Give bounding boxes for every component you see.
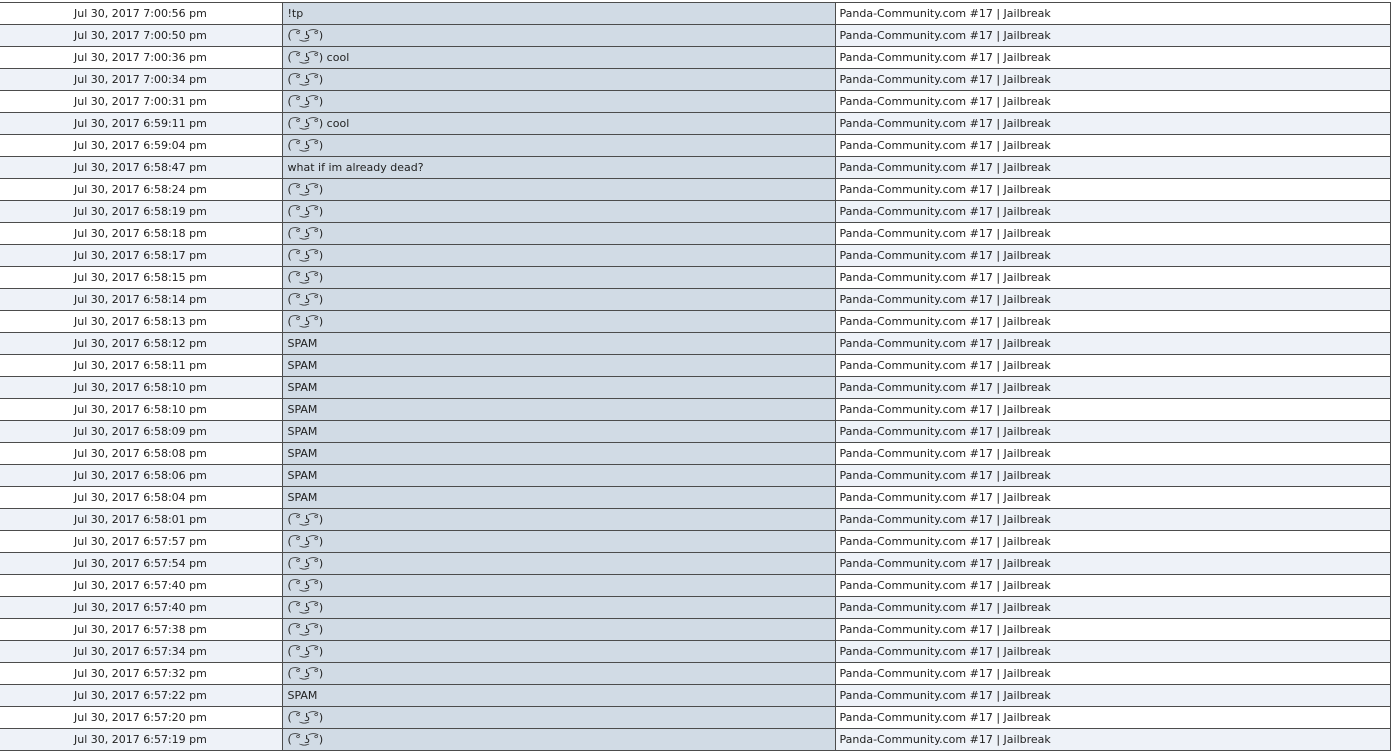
message-cell: SPAM xyxy=(282,421,835,443)
timestamp-cell: Jul 30, 2017 6:57:22 pm xyxy=(0,685,282,707)
chat-log-row xyxy=(0,663,1390,685)
server-name-cell: Panda-Community.com #17 | Jailbreak xyxy=(835,465,1390,487)
server-name-cell: Panda-Community.com #17 | Jailbreak xyxy=(835,355,1390,377)
message-cell: ( ͡° ͜ʖ ͡°) xyxy=(282,245,835,267)
chat-log-row xyxy=(0,25,1390,47)
timestamp-cell: Jul 30, 2017 6:57:20 pm xyxy=(0,707,282,729)
chat-log-row xyxy=(0,377,1390,399)
timestamp-cell: Jul 30, 2017 6:59:04 pm xyxy=(0,135,282,157)
message-cell: SPAM xyxy=(282,377,835,399)
server-name-cell: Panda-Community.com #17 | Jailbreak xyxy=(835,377,1390,399)
timestamp-cell: Jul 30, 2017 6:58:13 pm xyxy=(0,311,282,333)
chat-log-row xyxy=(0,179,1390,201)
message-cell: ( ͡° ͜ʖ ͡°) xyxy=(282,707,835,729)
server-name-cell: Panda-Community.com #17 | Jailbreak xyxy=(835,25,1390,47)
timestamp-cell: Jul 30, 2017 6:58:10 pm xyxy=(0,399,282,421)
message-cell: ( ͡° ͜ʖ ͡°) xyxy=(282,531,835,553)
chat-log-row xyxy=(0,245,1390,267)
message-cell: SPAM xyxy=(282,355,835,377)
timestamp-cell: Jul 30, 2017 6:58:09 pm xyxy=(0,421,282,443)
server-name-cell: Panda-Community.com #17 | Jailbreak xyxy=(835,91,1390,113)
message-cell: ( ͡° ͜ʖ ͡°) xyxy=(282,223,835,245)
timestamp-cell: Jul 30, 2017 6:58:14 pm xyxy=(0,289,282,311)
timestamp-cell: Jul 30, 2017 6:58:18 pm xyxy=(0,223,282,245)
chat-log-row xyxy=(0,201,1390,223)
chat-log-row xyxy=(0,509,1390,531)
server-name-cell: Panda-Community.com #17 | Jailbreak xyxy=(835,245,1390,267)
chat-log-row xyxy=(0,399,1390,421)
chat-log-row xyxy=(0,157,1390,179)
chat-log-row xyxy=(0,641,1390,663)
server-name-cell: Panda-Community.com #17 | Jailbreak xyxy=(835,289,1390,311)
chat-log-row xyxy=(0,575,1390,597)
server-name-cell: Panda-Community.com #17 | Jailbreak xyxy=(835,201,1390,223)
chat-log-row xyxy=(0,553,1390,575)
server-name-cell: Panda-Community.com #17 | Jailbreak xyxy=(835,685,1390,707)
server-name-cell: Panda-Community.com #17 | Jailbreak xyxy=(835,113,1390,135)
server-name-cell: Panda-Community.com #17 | Jailbreak xyxy=(835,223,1390,245)
timestamp-cell: Jul 30, 2017 6:58:12 pm xyxy=(0,333,282,355)
message-cell: ( ͡° ͜ʖ ͡°) xyxy=(282,553,835,575)
chat-log-row xyxy=(0,465,1390,487)
message-cell: ( ͡° ͜ʖ ͡°) xyxy=(282,25,835,47)
server-name-cell: Panda-Community.com #17 | Jailbreak xyxy=(835,179,1390,201)
message-cell: ( ͡° ͜ʖ ͡°) xyxy=(282,575,835,597)
timestamp-cell: Jul 30, 2017 6:58:06 pm xyxy=(0,465,282,487)
timestamp-cell: Jul 30, 2017 6:57:54 pm xyxy=(0,553,282,575)
message-cell: ( ͡° ͜ʖ ͡°) cool xyxy=(282,47,835,69)
timestamp-cell: Jul 30, 2017 6:58:47 pm xyxy=(0,157,282,179)
message-cell: SPAM xyxy=(282,685,835,707)
message-cell: SPAM xyxy=(282,465,835,487)
message-cell: ( ͡° ͜ʖ ͡°) xyxy=(282,135,835,157)
timestamp-cell: Jul 30, 2017 6:58:01 pm xyxy=(0,509,282,531)
chat-log-row xyxy=(0,685,1390,707)
message-cell: ( ͡° ͜ʖ ͡°) xyxy=(282,509,835,531)
server-name-cell: Panda-Community.com #17 | Jailbreak xyxy=(835,311,1390,333)
chat-log-row xyxy=(0,487,1390,509)
server-name-cell: Panda-Community.com #17 | Jailbreak xyxy=(835,157,1390,179)
chat-log-row xyxy=(0,619,1390,641)
server-name-cell: Panda-Community.com #17 | Jailbreak xyxy=(835,553,1390,575)
timestamp-cell: Jul 30, 2017 6:58:11 pm xyxy=(0,355,282,377)
chat-log-body xyxy=(0,3,1390,751)
timestamp-cell: Jul 30, 2017 7:00:36 pm xyxy=(0,47,282,69)
server-name-cell: Panda-Community.com #17 | Jailbreak xyxy=(835,729,1390,751)
timestamp-cell: Jul 30, 2017 6:57:38 pm xyxy=(0,619,282,641)
message-cell: ( ͡° ͜ʖ ͡°) xyxy=(282,201,835,223)
timestamp-cell: Jul 30, 2017 6:58:19 pm xyxy=(0,201,282,223)
server-name-cell: Panda-Community.com #17 | Jailbreak xyxy=(835,509,1390,531)
server-name-cell: Panda-Community.com #17 | Jailbreak xyxy=(835,421,1390,443)
server-name-cell: Panda-Community.com #17 | Jailbreak xyxy=(835,619,1390,641)
message-cell: ( ͡° ͜ʖ ͡°) xyxy=(282,641,835,663)
server-name-cell: Panda-Community.com #17 | Jailbreak xyxy=(835,3,1390,25)
server-name-cell: Panda-Community.com #17 | Jailbreak xyxy=(835,47,1390,69)
server-name-cell: Panda-Community.com #17 | Jailbreak xyxy=(835,399,1390,421)
server-name-cell: Panda-Community.com #17 | Jailbreak xyxy=(835,597,1390,619)
chat-log-row xyxy=(0,597,1390,619)
message-cell: what if im already dead? xyxy=(282,157,835,179)
chat-log-row xyxy=(0,311,1390,333)
message-cell: ( ͡° ͜ʖ ͡°) xyxy=(282,267,835,289)
timestamp-cell: Jul 30, 2017 6:58:24 pm xyxy=(0,179,282,201)
message-cell: SPAM xyxy=(282,487,835,509)
chat-log-row xyxy=(0,113,1390,135)
chat-log-row xyxy=(0,333,1390,355)
message-cell: ( ͡° ͜ʖ ͡°) xyxy=(282,619,835,641)
chat-log-row xyxy=(0,531,1390,553)
chat-log-row xyxy=(0,707,1390,729)
message-cell: ( ͡° ͜ʖ ͡°) xyxy=(282,729,835,751)
message-cell: SPAM xyxy=(282,399,835,421)
server-name-cell: Panda-Community.com #17 | Jailbreak xyxy=(835,707,1390,729)
server-name-cell: Panda-Community.com #17 | Jailbreak xyxy=(835,333,1390,355)
timestamp-cell: Jul 30, 2017 6:58:10 pm xyxy=(0,377,282,399)
chat-log-row xyxy=(0,421,1390,443)
server-name-cell: Panda-Community.com #17 | Jailbreak xyxy=(835,487,1390,509)
chat-log-table xyxy=(0,2,1391,751)
timestamp-cell: Jul 30, 2017 7:00:56 pm xyxy=(0,3,282,25)
chat-log-row xyxy=(0,355,1390,377)
timestamp-cell: Jul 30, 2017 6:58:08 pm xyxy=(0,443,282,465)
chat-log-row xyxy=(0,289,1390,311)
message-cell: ( ͡° ͜ʖ ͡°) xyxy=(282,597,835,619)
timestamp-cell: Jul 30, 2017 6:57:40 pm xyxy=(0,597,282,619)
timestamp-cell: Jul 30, 2017 6:57:19 pm xyxy=(0,729,282,751)
chat-log-row xyxy=(0,69,1390,91)
chat-log-row xyxy=(0,267,1390,289)
chat-log-row xyxy=(0,47,1390,69)
message-cell: ( ͡° ͜ʖ ͡°) xyxy=(282,69,835,91)
timestamp-cell: Jul 30, 2017 6:57:34 pm xyxy=(0,641,282,663)
server-name-cell: Panda-Community.com #17 | Jailbreak xyxy=(835,641,1390,663)
timestamp-cell: Jul 30, 2017 6:57:57 pm xyxy=(0,531,282,553)
message-cell: SPAM xyxy=(282,333,835,355)
timestamp-cell: Jul 30, 2017 7:00:34 pm xyxy=(0,69,282,91)
timestamp-cell: Jul 30, 2017 6:59:11 pm xyxy=(0,113,282,135)
timestamp-cell: Jul 30, 2017 6:57:40 pm xyxy=(0,575,282,597)
timestamp-cell: Jul 30, 2017 6:58:17 pm xyxy=(0,245,282,267)
message-cell: ( ͡° ͜ʖ ͡°) xyxy=(282,91,835,113)
message-cell: ( ͡° ͜ʖ ͡°) xyxy=(282,289,835,311)
chat-log-row xyxy=(0,3,1390,25)
chat-log-row xyxy=(0,223,1390,245)
timestamp-cell: Jul 30, 2017 6:57:32 pm xyxy=(0,663,282,685)
server-name-cell: Panda-Community.com #17 | Jailbreak xyxy=(835,267,1390,289)
server-name-cell: Panda-Community.com #17 | Jailbreak xyxy=(835,663,1390,685)
server-name-cell: Panda-Community.com #17 | Jailbreak xyxy=(835,575,1390,597)
server-name-cell: Panda-Community.com #17 | Jailbreak xyxy=(835,135,1390,157)
message-cell: ( ͡° ͜ʖ ͡°) xyxy=(282,179,835,201)
timestamp-cell: Jul 30, 2017 7:00:31 pm xyxy=(0,91,282,113)
timestamp-cell: Jul 30, 2017 7:00:50 pm xyxy=(0,25,282,47)
chat-log-row xyxy=(0,135,1390,157)
timestamp-cell: Jul 30, 2017 6:58:15 pm xyxy=(0,267,282,289)
message-cell: !tp xyxy=(282,3,835,25)
server-name-cell: Panda-Community.com #17 | Jailbreak xyxy=(835,69,1390,91)
chat-log-row xyxy=(0,443,1390,465)
chat-log-row xyxy=(0,91,1390,113)
message-cell: SPAM xyxy=(282,443,835,465)
server-name-cell: Panda-Community.com #17 | Jailbreak xyxy=(835,443,1390,465)
message-cell: ( ͡° ͜ʖ ͡°) xyxy=(282,663,835,685)
message-cell: ( ͡° ͜ʖ ͡°) cool xyxy=(282,113,835,135)
message-cell: ( ͡° ͜ʖ ͡°) xyxy=(282,311,835,333)
server-name-cell: Panda-Community.com #17 | Jailbreak xyxy=(835,531,1390,553)
timestamp-cell: Jul 30, 2017 6:58:04 pm xyxy=(0,487,282,509)
chat-log-row xyxy=(0,729,1390,751)
